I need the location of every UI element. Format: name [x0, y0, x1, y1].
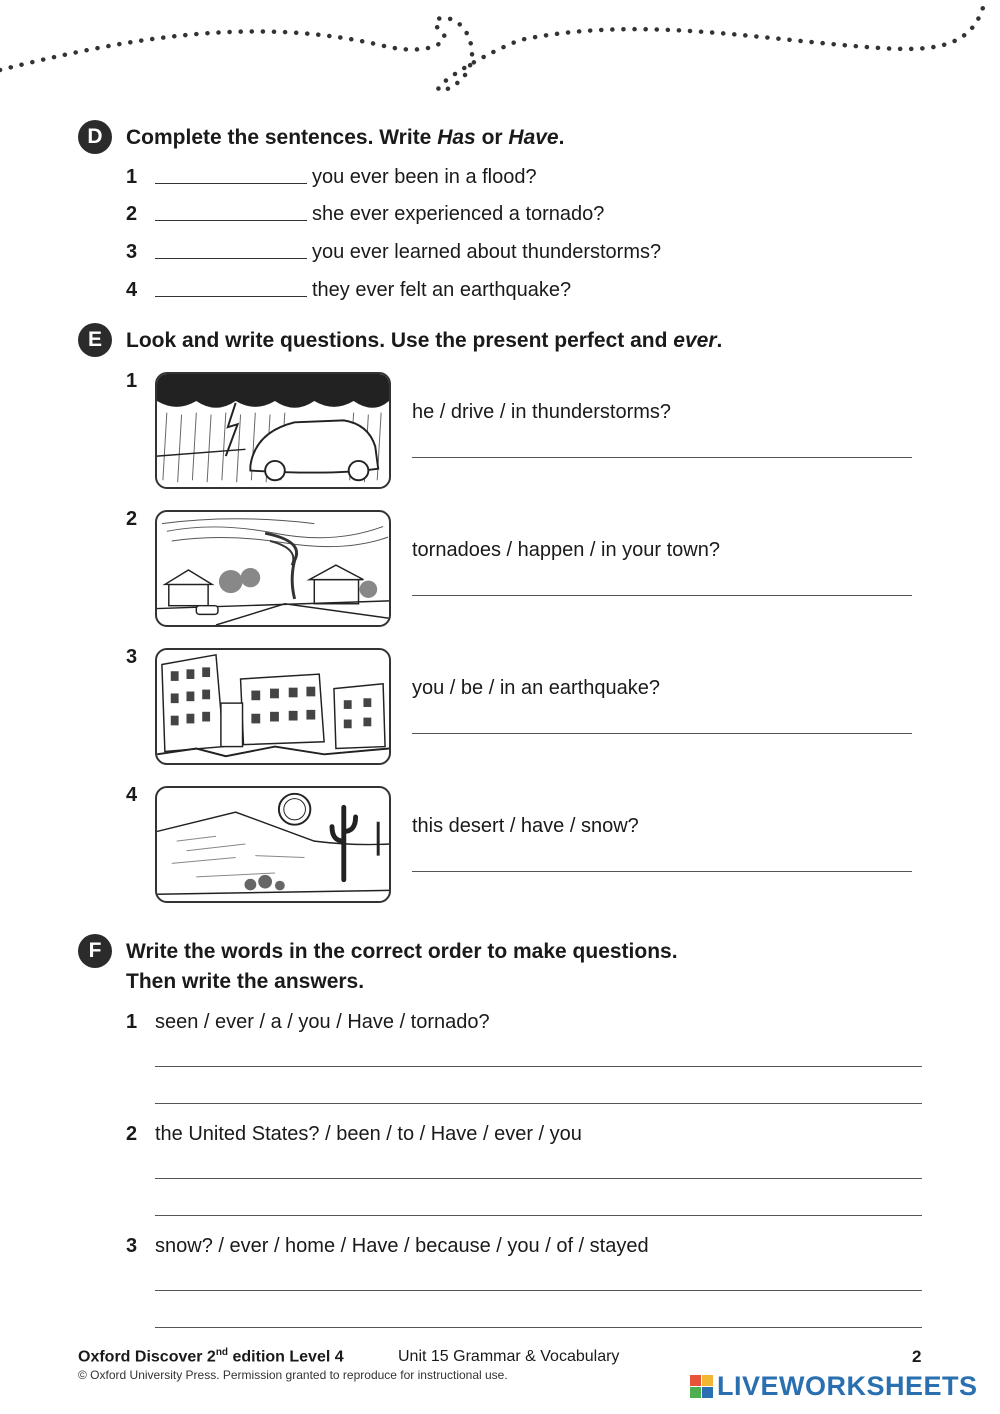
section-f-title-line2: Then write the answers. — [126, 970, 365, 993]
e-prompt: he / drive / in thunderstorms? — [412, 401, 672, 423]
liveworksheets-logo[interactable] — [690, 1371, 978, 1402]
f-question-line-1[interactable] — [155, 1066, 922, 1067]
earthquake-buildings-icon — [155, 648, 391, 765]
f-item-number: 3 — [126, 1235, 138, 1257]
f-answer-line-3[interactable] — [155, 1327, 922, 1328]
e-answer-line-2[interactable] — [412, 595, 912, 596]
d-answer-blank-3[interactable] — [155, 258, 307, 259]
footer-copyright: © Oxford University Press. Permission granted to reproduce for instructional use. — [78, 1368, 508, 1382]
f-scrambled-words: snow? / ever / home / Have / because / you / of / stayed — [155, 1235, 649, 1257]
e-answer-line-4[interactable] — [412, 871, 912, 872]
d-item-text: they ever felt an earthquake? — [312, 279, 572, 301]
section-e-badge: E — [78, 323, 112, 357]
section-d-title: Complete the sentences. Write Has or Have. — [126, 126, 565, 149]
d-item-number: 1 — [126, 166, 138, 188]
d-item-number: 4 — [126, 279, 138, 301]
d-answer-blank-2[interactable] — [155, 220, 307, 221]
section-e-title: Look and write questions. Use the present perfect and ever. — [126, 329, 723, 352]
f-scrambled-words: the United States? / been / to / Have / ever / you — [155, 1123, 582, 1145]
liveworksheets-grid-icon — [690, 1375, 713, 1398]
e-item-number: 3 — [126, 646, 138, 668]
section-d-badge: D — [78, 120, 112, 154]
d-answer-blank-1[interactable] — [155, 183, 307, 184]
f-scrambled-words: seen / ever / a / you / Have / tornado? — [155, 1011, 490, 1033]
f-item-number: 2 — [126, 1123, 138, 1145]
e-item-number: 2 — [126, 508, 138, 530]
d-item-number: 3 — [126, 241, 138, 263]
f-question-line-3[interactable] — [155, 1290, 922, 1291]
liveworksheets-brand-text: LIVEWORKSHEETS — [717, 1371, 978, 1401]
d-item-number: 2 — [126, 203, 138, 225]
tornado-town-icon — [155, 510, 391, 627]
footer-unit: Unit 15 Grammar & Vocabulary — [398, 1348, 620, 1365]
d-item-text: you ever learned about thunderstorms? — [312, 241, 662, 263]
section-f-title-line1: Write the words in the correct order to make questions. — [126, 940, 678, 963]
desert-cactus-icon — [155, 786, 391, 903]
dotted-wave-decoration — [0, 0, 1000, 100]
d-item-text: you ever been in a flood? — [312, 166, 537, 188]
footer-book-title: Oxford Discover 2nd edition Level 4 — [78, 1347, 344, 1366]
e-prompt: tornadoes / happen / in your town? — [412, 539, 720, 561]
f-item-number: 1 — [126, 1011, 138, 1033]
d-item-text: she ever experienced a tornado? — [312, 203, 605, 225]
thunderstorm-car-icon — [155, 372, 391, 489]
f-answer-line-2[interactable] — [155, 1215, 922, 1216]
e-item-number: 4 — [126, 784, 138, 806]
e-prompt: this desert / have / snow? — [412, 815, 639, 837]
e-answer-line-1[interactable] — [412, 457, 912, 458]
section-f-badge: F — [78, 934, 112, 968]
page-number: 2 — [912, 1347, 922, 1366]
f-answer-line-1[interactable] — [155, 1103, 922, 1104]
d-answer-blank-4[interactable] — [155, 296, 307, 297]
f-question-line-2[interactable] — [155, 1178, 922, 1179]
e-prompt: you / be / in an earthquake? — [412, 677, 660, 699]
e-answer-line-3[interactable] — [412, 733, 912, 734]
e-item-number: 1 — [126, 370, 138, 392]
